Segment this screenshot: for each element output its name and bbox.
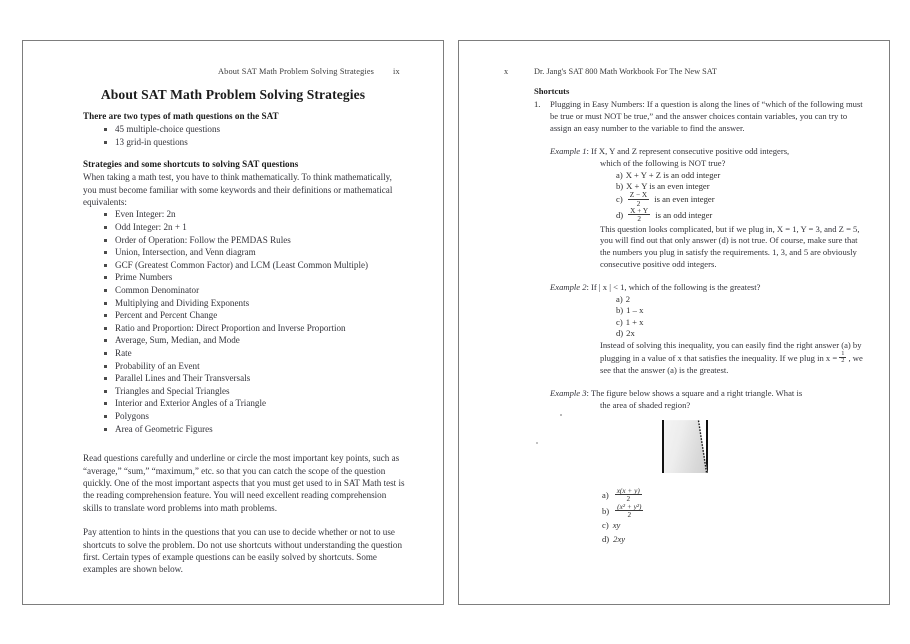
option-label: d) (602, 533, 610, 544)
list-item: GCF (Greatest Common Factor) and LCM (Least Common Multiple) (115, 259, 405, 272)
fraction-denominator: 2 (628, 199, 650, 207)
option-d (616, 205, 864, 224)
option-text: 2 (625, 294, 630, 305)
fraction-denominator: 2 (841, 357, 845, 364)
shortcut-number: 1. (534, 99, 541, 109)
fraction-numerator: 1 (841, 349, 845, 357)
list-item: Parallel Lines and Their Transversals (115, 372, 405, 385)
option-c (616, 317, 864, 328)
option-b (616, 181, 864, 192)
fraction (628, 207, 650, 223)
speck-mark (536, 442, 538, 444)
left-page-body (83, 111, 405, 576)
fraction (615, 487, 642, 503)
list-item: Union, Intersection, and Venn diagram (115, 246, 405, 259)
shortcut-text: Plugging in Easy Numbers: If a question is along the lines of “which of the following must be true or must NOT be true,” and the answer choices contain variables, you can try to assign an easy number to the variable to find the answer. (550, 99, 863, 133)
example-3-options (550, 488, 864, 546)
example-1 (550, 146, 864, 271)
left-page-number: ix (393, 67, 400, 76)
option-label: c) (616, 316, 623, 327)
shortcuts-heading: Shortcuts (534, 86, 570, 96)
option-a (602, 488, 864, 504)
fraction (628, 191, 650, 207)
left-paragraph-2: Pay attention to hints in the questions that you can use to decide whether or not to use shortcuts to solve the problem. Do not use shortcuts without understanding the question first. Certain types of example questions can be easily solved by shortcuts. Some examples are shown below. (83, 527, 403, 575)
example-2-prompt-text: : If | x | < 1, which of the following is the greatest? (586, 282, 761, 293)
section2-heading: Strategies and some shortcuts to solving SAT questions (83, 159, 299, 170)
fraction (839, 351, 846, 365)
right-header-title: Dr. Jang's SAT 800 Math Workbook For The New SAT (534, 67, 717, 76)
list-item: Multiplying and Dividing Exponents (115, 297, 405, 310)
option-text: xy (612, 520, 621, 531)
example-3-figure-wrap (550, 418, 864, 482)
option-text: is an even integer (654, 194, 715, 205)
fraction-numerator: Z − X (629, 190, 648, 200)
option-text: X + Y + Z is an odd integer (625, 169, 721, 180)
left-page (22, 40, 444, 605)
fraction-numerator: X + Y (630, 205, 649, 215)
example-1-label: Example 1 (550, 145, 587, 156)
option-label: a) (602, 490, 609, 501)
option-c (616, 192, 864, 208)
list-item: Probability of an Event (115, 360, 405, 373)
example-1-explanation: This question looks complicated, but if we plug in, X = 1, Y = 3, and Z = 5, you will find out that only answer (d) is not true. Of course, make sure that the numbers you plug in satisfy the requirements. 1, 3, and 5 are obviously consecutive positive odd integers. (600, 223, 860, 270)
page-title: About SAT Math Problem Solving Strategies (100, 87, 366, 102)
list-item: Rate (115, 347, 405, 360)
option-text: is an odd integer (655, 210, 713, 221)
example-1-prompt (550, 146, 864, 158)
fraction (615, 503, 643, 519)
example-2-explanation-part1: Instead of solving this inequality, you can easily find the right answer (a) by plugging in a value of x that satisfies the inequality. If we plug in x = (600, 339, 862, 363)
list-item: 13 grid-in questions (115, 136, 405, 149)
option-a (616, 294, 864, 305)
option-c (602, 519, 864, 533)
option-label: d) (616, 210, 624, 221)
list-item: Area of Geometric Figures (115, 423, 405, 436)
list-item: Odd Integer: 2n + 1 (115, 221, 405, 234)
question-types-list (83, 123, 405, 148)
option-label: b) (616, 305, 624, 316)
example-1-prompt-line2: which of the following is NOT true? (600, 157, 726, 168)
example-3-prompt-line1: : The figure below shows a square and a right triangle. What is (586, 388, 803, 399)
example-2 (550, 282, 864, 377)
section2-intro: When taking a math test, you have to think mathematically. To think mathematically, you must become familiar with some keywords and their definitions or mathematical equivalents: (83, 172, 393, 207)
diagonal-hypotenuse-icon (662, 420, 708, 473)
example-2-explanation-part2: , we see that the answer (a) is the greatest. (600, 352, 863, 376)
fraction-denominator: 2 (615, 510, 643, 518)
option-label: b) (602, 505, 610, 516)
option-text: 1 + x (625, 316, 644, 327)
list-item: Even Integer: 2n (115, 208, 405, 221)
list-item: Ratio and Proportion: Direct Proportion and Inverse Proportion (115, 322, 405, 335)
list-item: Interior and Exterior Angles of a Triangle (115, 397, 405, 410)
example-3-prompt (550, 388, 864, 400)
option-d (602, 533, 864, 547)
option-text: 2xy (613, 533, 626, 544)
right-page (458, 40, 890, 605)
list-item: Triangles and Special Triangles (115, 385, 405, 398)
example-1-options (550, 170, 864, 224)
example-3-prompt-line2: the area of shaded region? (600, 400, 691, 411)
left-paragraph-1: Read questions carefully and underline or circle the most important key points, such as “average,” “sum,” “maximum,” etc. so that you can catch the scope of the question quickly. One of the most important aspects that you must get used to in SAT Math test is the reading comprehension feature. You will need excellent reading comprehension skills to translate word problems into math problems. (83, 453, 405, 513)
example-1-prompt-line1: : If X, Y and Z represent consecutive positive odd integers, (586, 145, 790, 156)
shortcut-item-1 (534, 99, 864, 135)
option-label: c) (616, 194, 623, 205)
list-item: Percent and Percent Change (115, 309, 405, 322)
fraction-denominator: 2 (615, 494, 642, 502)
option-a (616, 170, 864, 181)
list-item: Common Denominator (115, 284, 405, 297)
option-text: X + Y is an even integer (626, 180, 710, 191)
square-with-right-triangle-figure (662, 420, 708, 473)
option-b (616, 305, 864, 316)
option-label: d) (616, 328, 624, 339)
section1-heading: There are two types of math questions on the SAT (83, 111, 279, 121)
option-label: b) (616, 180, 624, 191)
list-item: Polygons (115, 410, 405, 423)
list-item: Average, Sum, Median, and Mode (115, 334, 405, 347)
list-item: Order of Operation: Follow the PEMDAS Rules (115, 234, 405, 247)
example-2-explanation (550, 340, 864, 378)
option-label: a) (616, 169, 623, 180)
list-item: Prime Numbers (115, 271, 405, 284)
option-label: c) (602, 520, 609, 531)
example-2-prompt (550, 282, 864, 294)
right-page-body (534, 86, 864, 546)
example-3 (550, 388, 864, 546)
example-2-label: Example 2 (550, 282, 587, 293)
example-2-options (550, 294, 864, 340)
speck-mark (560, 414, 562, 416)
left-header-title: About SAT Math Problem Solving Strategies (218, 67, 375, 76)
option-b (602, 501, 864, 520)
right-page-number: x (504, 67, 509, 76)
fraction-denominator: 2 (628, 214, 650, 222)
keywords-list (83, 208, 405, 435)
fraction-numerator: x(x + y) (616, 486, 640, 496)
fraction-numerator: (x² + y²) (617, 501, 642, 511)
option-text: 1 – x (626, 305, 644, 316)
option-text: 2x (626, 328, 635, 339)
option-label: a) (616, 294, 623, 305)
option-d (616, 328, 864, 339)
example-3-label: Example 3 (550, 388, 587, 399)
list-item: 45 multiple-choice questions (115, 123, 405, 136)
